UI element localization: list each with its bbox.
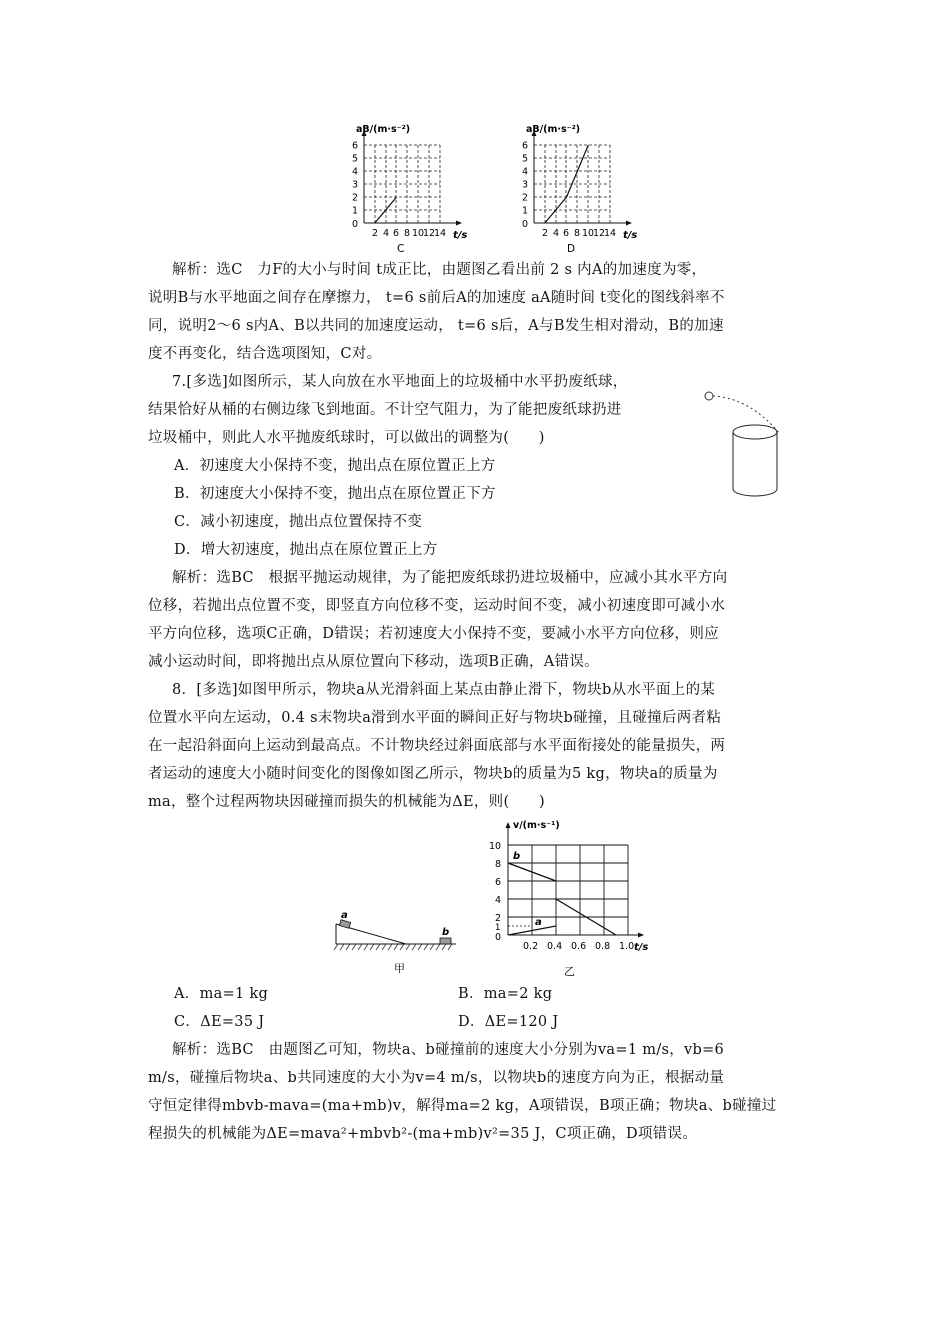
chart-c-xtick: 12 [423,228,436,239]
slope-label-a: a [341,910,348,921]
chart-c-xtick: 6 [393,228,400,239]
v-chart-ytick: 0 [495,932,502,943]
question-7-stem: 7.[多选]如图所示，某人向放在水平地面上的垃圾桶中水平扔废纸球， [172,374,628,390]
q7-option-a: A．初速度大小保持不变，抛出点在原位置正上方 [174,458,496,474]
text-line: ma，整个过程两物块因碰撞而损失的机械能为ΔE，则( ) [148,794,545,810]
q8-option-c: C．ΔE=35 J [174,1014,265,1030]
chart-d-xtick: 2 [542,228,549,239]
chart-c-ytick: 5 [352,153,359,165]
chart-d-caption: D [567,243,576,255]
chart-c-caption: C [397,243,405,255]
chart-d-xtick: 4 [553,228,560,239]
chart-d-ytick: 5 [522,153,529,165]
chart-c-ytick: 3 [352,179,359,191]
chart-d-xtick: 6 [563,228,570,239]
text-line: 者运动的速度大小随时间变化的图像如图乙所示，物块b的质量为5 kg，物块a的质量为 [148,766,718,782]
text-line: 解析：选BC 根据平抛运动规律，为了能把废纸球扔进垃圾桶中，应减小其水平方向 [172,570,728,586]
text-line: 度不再变化，结合选项图知，C对。 [148,346,382,362]
q8-option-a: A．ma=1 kg [174,986,269,1002]
text-line: 说明B与水平地面之间存在摩擦力， t=6 s前后A的加速度 aA随时间 t变化的图线斜率不 [148,290,725,306]
chart-d-xtick: 10 [582,228,595,239]
chart-c-ytick: 0 [352,219,359,230]
v-chart-ytick: 6 [495,877,502,888]
v-chart-label-a: a [535,917,542,928]
chart-c-ylabel: aB/(m·s⁻²) [356,124,411,135]
chart-c-ytick: 2 [352,192,359,204]
chart-c-xlabel: t/s [453,230,468,241]
chart-d-ylabel: aB/(m·s⁻²) [526,124,581,135]
text-line: 平方向位移，选项C正确，D错误；若初速度大小保持不变，要减小水平方向位移，则应 [148,626,719,642]
chart-d-ytick: 0 [522,219,529,230]
text-line: m/s，碰撞后物块a、b共同速度的大小为v=4 m/s，以物块b的速度方向为正，根据动量 [148,1070,725,1086]
chart-c-xtick: 4 [383,228,390,239]
text-line: 解析：选C 力F的大小与时间 t成正比，由题图乙看出前 2 s 内A的加速度为零， [172,262,707,278]
trash-can-figure [700,384,800,504]
chart-c-xtick: 8 [404,228,411,239]
q7-option-c: C．减小初速度，抛出点位置保持不变 [174,514,423,530]
chart-c-ytick: 6 [352,140,359,152]
slope-label-b: b [442,927,450,938]
q8-option-b: B．ma=2 kg [458,986,553,1002]
block-a [339,920,350,929]
chart-c-ytick: 4 [352,166,359,178]
slope-figure [330,908,470,978]
paper-ball-icon [705,392,713,400]
chart-d [506,120,656,258]
text-line: 位移，若抛出点位置不变，即竖直方向位移不变，运动时间不变，减小初速度即可减小水 [148,598,726,614]
q8-option-d: D．ΔE=120 J [458,1014,559,1030]
chart-d-xtick: 14 [604,228,617,239]
v-chart-xlabel: t/s [634,942,649,953]
text-line: 结果恰好从桶的右侧边缘飞到地面。不计空气阻力，为了能把废纸球扔进 [148,402,622,418]
text-line: 在一起沿斜面向上运动到最高点。不计物块经过斜面底部与水平面衔接处的能量损失，两 [148,738,726,754]
text-line: 减小运动时间，即将抛出点从原位置向下移动，选项B正确，A错误。 [148,654,599,670]
v-chart-caption: 乙 [564,965,575,978]
v-chart-xtick: 0.6 [571,941,587,952]
text-line: 垃圾桶中，则此人水平抛废纸球时，可以做出的调整为( ) [148,430,545,446]
v-chart-ytick: 8 [495,859,502,870]
chart-d-ytick: 1 [522,205,529,217]
text-line: 位置水平向左运动，0.4 s末物块a滑到水平面的瞬间正好与物块b碰撞，且碰撞后两者粘 [148,710,722,726]
text-line: 守恒定律得mbvb-mava=(ma+mb)v，解得ma=2 kg，A项错误，B项正确；物块a、b碰撞过 [148,1098,777,1114]
question-8-stem: 8．[多选]如图甲所示，物块a从光滑斜面上某点由静止滑下，物块b从水平面上的某 [172,682,716,698]
slope-caption: 甲 [394,962,405,975]
v-chart-xtick: 0.8 [595,941,611,952]
q7-option-b: B．初速度大小保持不变，抛出点在原位置正下方 [174,486,496,502]
velocity-chart [480,812,660,984]
chart-d-xlabel: t/s [623,230,638,241]
chart-c [326,120,476,258]
chart-d-xtick: 12 [593,228,606,239]
chart-d-xtick: 8 [574,228,581,239]
chart-c-xtick: 2 [372,228,379,239]
chart-d-ytick: 6 [522,140,529,152]
v-chart-xtick: 0.2 [523,941,539,952]
trajectory-path [713,396,780,434]
v-chart-ytick: 4 [495,895,502,906]
v-chart-ytick: 2 [495,913,502,924]
v-chart-xtick: 1.0 [619,941,635,952]
chart-d-ytick: 3 [522,179,529,191]
v-chart-ylabel: v/(m·s⁻¹) [513,820,560,831]
text-line: 解析：选BC 由题图乙可知，物块a、b碰撞前的速度大小分别为va=1 m/s，vb=6 [172,1042,725,1058]
chart-c-xtick: 10 [412,228,425,239]
chart-d-ytick: 4 [522,166,529,178]
v-chart-ytick: 10 [489,841,502,852]
v-chart-label-b: b [513,851,521,862]
v-chart-xtick: 0.4 [547,941,563,952]
text-line: 同，说明2～6 s内A、B以共同的加速度运动， t=6 s后，A与B发生相对滑动，B的加速 [148,318,724,334]
chart-c-ytick: 1 [352,205,359,217]
chart-d-ytick: 2 [522,192,529,204]
text-line: 程损失的机械能为ΔE=mava²+mbvb²-(ma+mb)v²=35 J，C项正确，D项错误。 [148,1126,698,1142]
chart-c-xtick: 14 [434,228,447,239]
v-chart-ytick: 1 [495,923,501,933]
block-b [440,938,451,944]
q7-option-d: D．增大初速度，抛出点在原位置正上方 [174,542,438,558]
